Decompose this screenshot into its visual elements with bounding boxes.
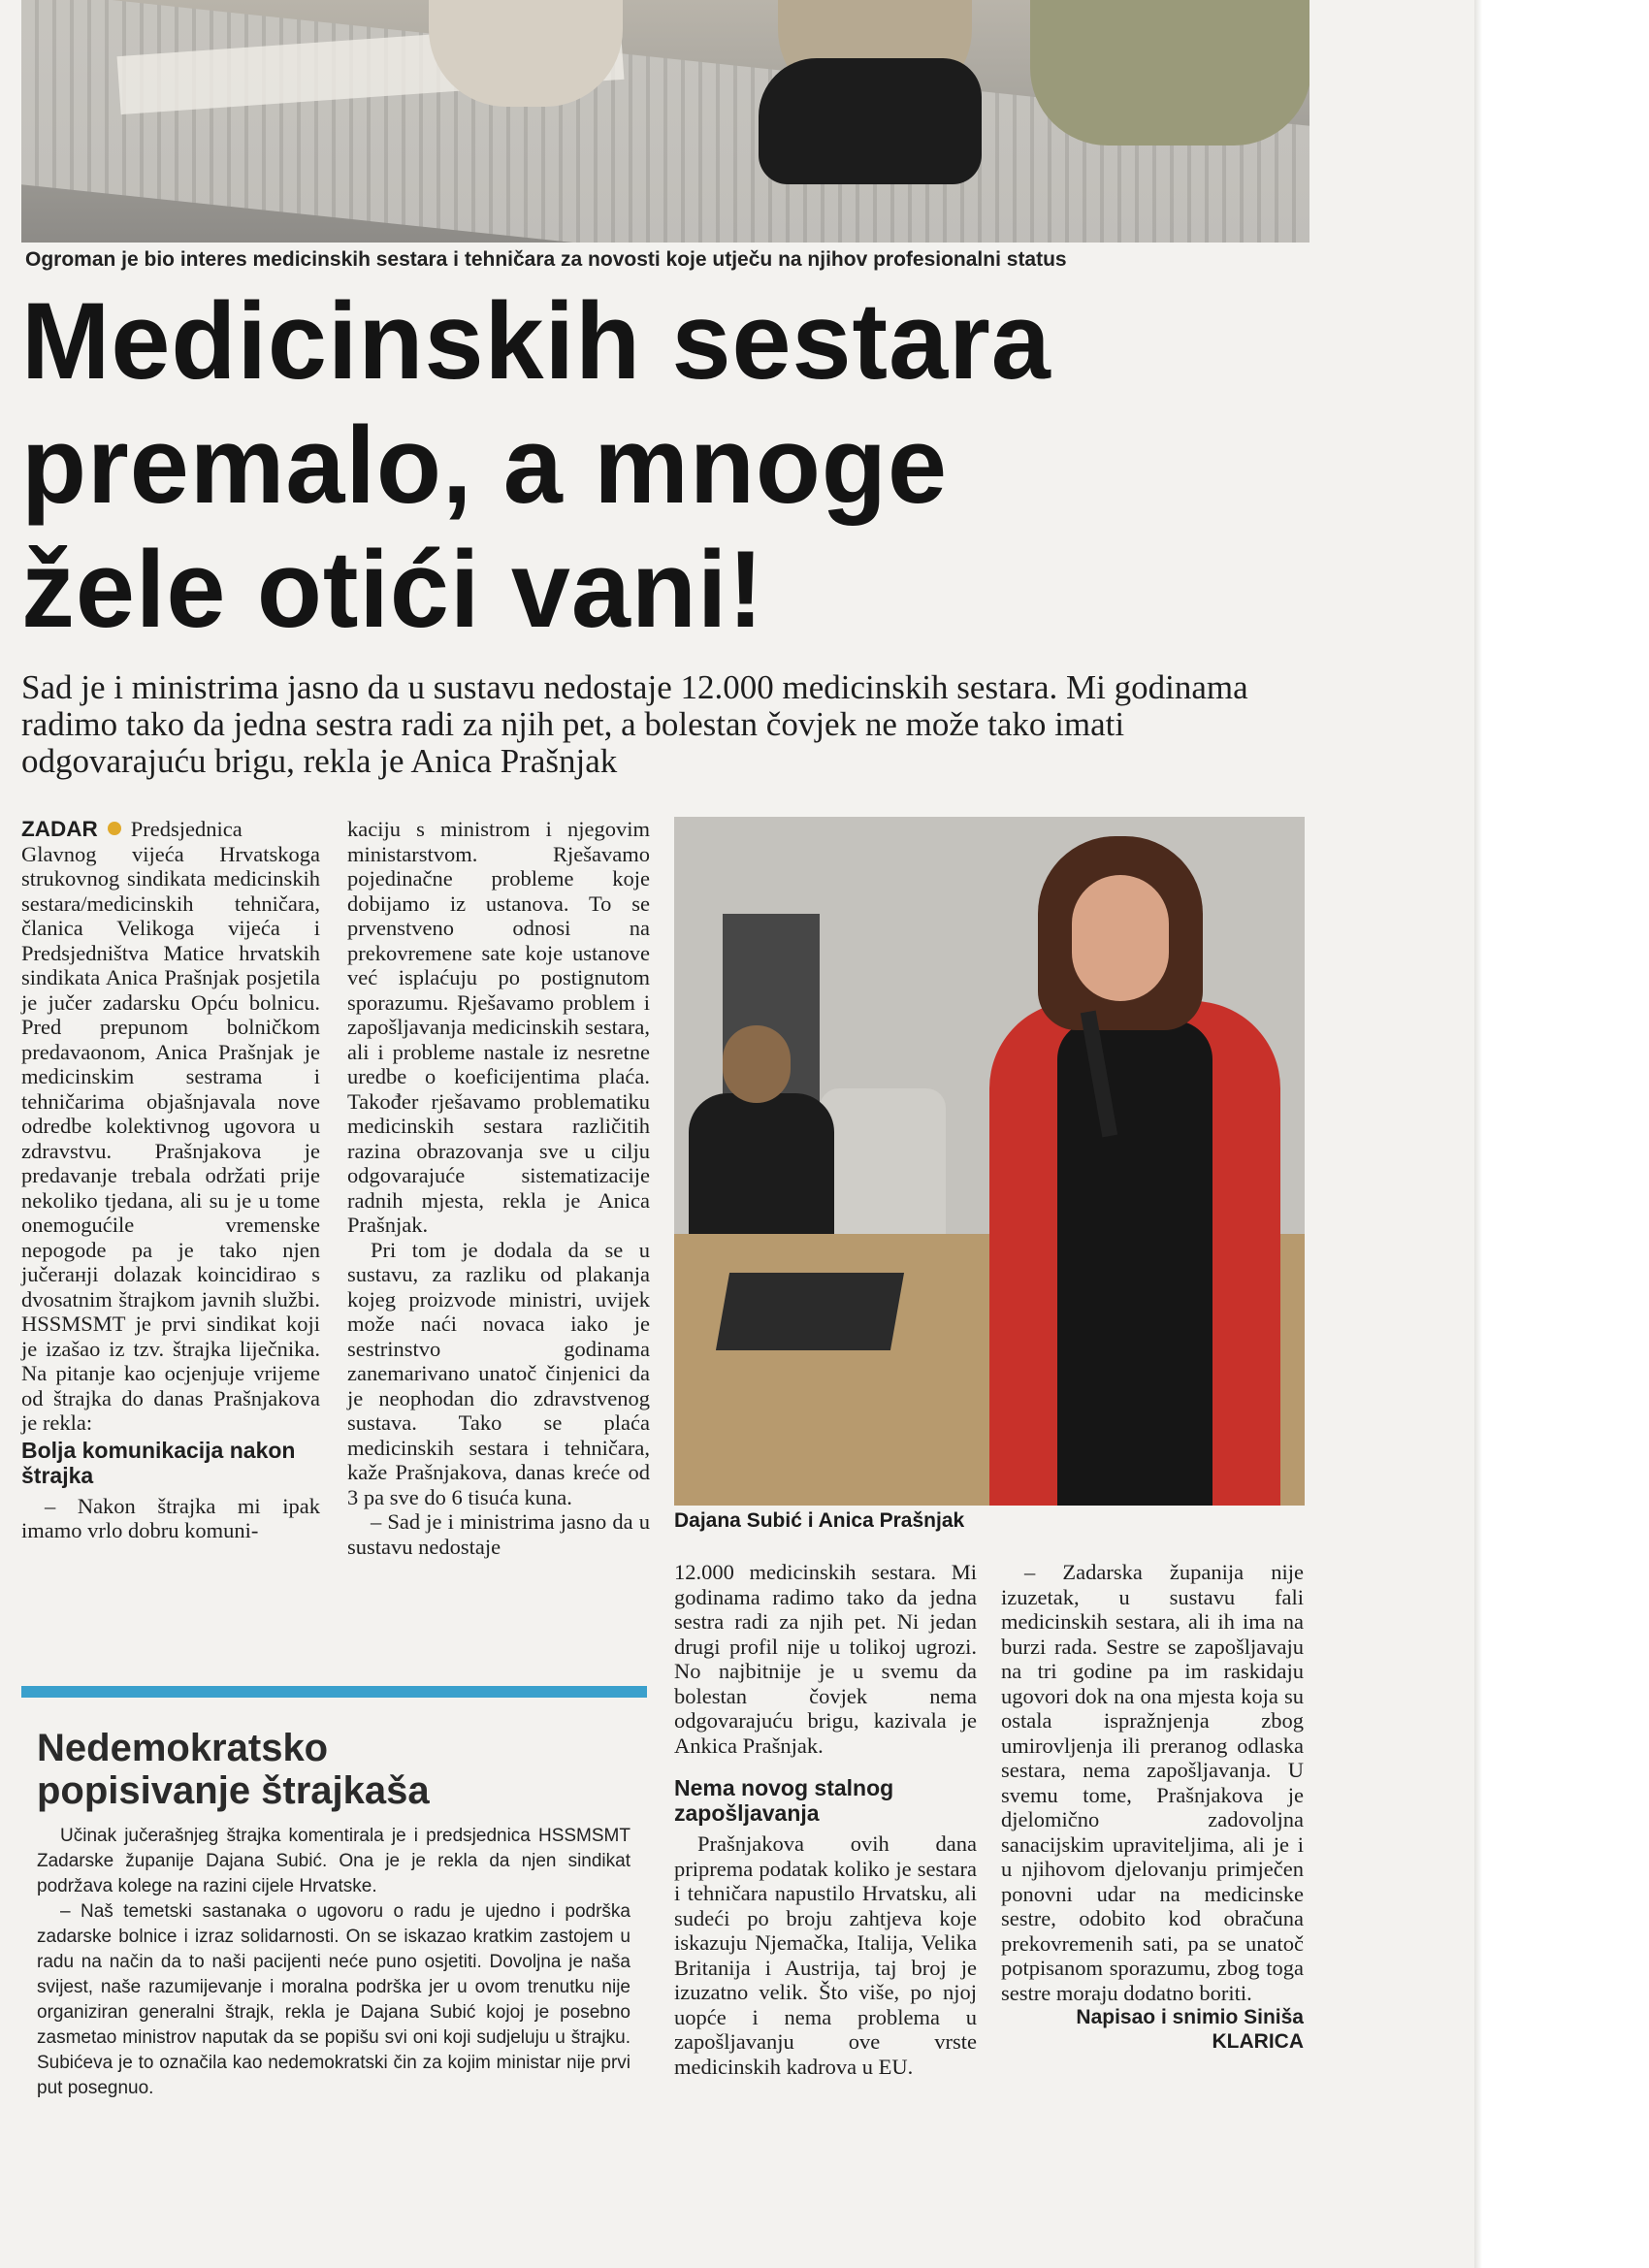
audience-person	[1030, 0, 1310, 146]
col1-para-1-text: Predsjednica Glavnog vijeća Hrvatskoga strukovnog sindikata medicinskih sestara/medicinskih tehničara, članica Velikoga vijeća i Predsjedništva Matice hrvatskih sindikata Anica Prašnjak posjetila je jučer zadarsku Opću bolnicu. Pred prepunom bolničkom predavaonom, Anica Prašnjak je medicinskim sestrama i tehničarima objašnjavala nove odredbe kolektivnog ugovora u zdravstvu. Prašnjakova je predavanje trebala održati prije nekoliko tjedana, ali su je u tome onemogućile vremenske nepogode pa je tako njen jučerанji dolazak koincidirao s dvosatnim štrajkom javnih službi. HSSMSMT je prvi sindikat koji je izašao iz tzv. štrajka liječnika. Na pitanje kao ocjenjuje vrijeme od štrajka do danas Prašnjakova je rekla:	[21, 817, 320, 1435]
col1-para-1	[21, 817, 320, 1436]
byline-line-1: Napisao i snimio Siniša	[1076, 2006, 1304, 2028]
dateline: ZADAR	[21, 817, 98, 841]
column-3	[674, 1560, 977, 2079]
sidebar-body	[37, 1824, 630, 2101]
col2-para-1: kaciju s ministrom i njegovim ministarstvom. Rješavamo pojedinačne probleme koje dobijamo iz ustanova. To se prvenstveno odnosi na prekovremene sate koje ustanove već isplaćuju po postignutom sporazumu. Rješavamo problem i zapošljavanja medicinskih sestara, ali i probleme nastale iz nesretne uredbe o koeficijentima plaća. Također rješavamo problematiku medicinskih sestara različitih razina obrazovanja sve u cilju odgovarajuće sistematizacije radnih mjesta, rekla je Anica Prašnjak.	[347, 817, 650, 1237]
column-2	[347, 817, 650, 1559]
sidebar-title-line-1: Nedemokratsko	[37, 1727, 329, 1769]
sidebar-para-1: Učinak jučerašnjeg štrajka komentirala je i predsjednica HSSMSMT Zadarske županije Dajana Subić. Ona je je rekla da njen sindikat podržava kolege na razini cijele Hrvatske.	[37, 1826, 630, 1896]
col2-para-2: Pri tom je dodala da se u sustavu, za razliku od plakanja kojeg proizvode ministri, uvijek može naći novaca iako je sestrinstvo godinama zanemarivano unatoč činjenici da je neophodan dio zdravstvenog sustava. Tako se plaća medicinskih sestara i tehničara, kaže Prašnjakova, danas kreće od 3 pa sve do 6 tisuća kuna.	[347, 1237, 650, 1509]
sidebar-title	[37, 1727, 638, 1812]
speaker-face	[1072, 875, 1169, 1001]
col3-para-1: 12.000 medicinskih sestara. Mi godinama radimo tako da jedna sestra radi za njih pet. Ni jedan drugi profil nije u tolikoj ugrozi. No najbitnije je u svemu da bolestan čovjek nema odgovarajuću brigu, kazivala je Ankica Prašnjak.	[674, 1560, 977, 1758]
speaker-photo	[674, 817, 1305, 1506]
top-photo	[21, 0, 1310, 243]
col4-para-1: – Zadarska županija nije izuzetak, u sustavu fali medicinskih sestara, ali ih ima na burzi rada. Sestre se zapošljavaju na tri godine pa im raskidaju ugovori dok na ona mjesta koja su ostala ispražnjenja zbog umirovljenja ili preranog odlaska sestara, nema zapošljavanja. U svemu tome, Prašnjakova je djelomično zadovoljna sanacijskim upraviteljima, ali je i u njihovom djelovanju primječen ponovni udar na medicinske sestre, odobito kod obračuna prekovremenih sati, pa se unatoč potpisanom sporazumu, zbog toga sestre moraju dodatno boriti.	[1001, 1560, 1304, 2005]
lead-paragraph: Sad je i ministrima jasno da u sustavu nedostaje 12.000 medicinskih sestara. Mi godinama radimo tako da jedna sestra radi za njih pet, a bolestan čovjek ne može tako imati odgovarajuću brigu, rekla je Anica Prašnjak	[21, 668, 1248, 780]
seated-person	[689, 1093, 834, 1248]
sidebar-box	[21, 1686, 647, 2144]
seated-person-head	[723, 1025, 791, 1103]
speaker-photo-caption: Dajana Subić i Anica Prašnjak	[674, 1509, 965, 1532]
col2-para-3: – Sad je i ministrima jasno da u sustavu nedostaje	[347, 1509, 650, 1559]
sidebar-title-line-2: popisivanje štrajkaša	[37, 1769, 430, 1812]
black-bag	[759, 58, 982, 184]
byline	[1001, 2005, 1304, 2054]
speaker-dress	[1057, 1021, 1212, 1506]
headline-line-2: premalo, a mnoge	[21, 405, 948, 526]
top-photo-caption: Ogroman je bio interes medicinskih sestara i tehničara za novosti koje utječu na njihov profesionalni status	[25, 248, 1067, 271]
dateline-dot	[108, 822, 121, 835]
headline	[21, 279, 1285, 652]
headline-line-3: žele otići vani!	[21, 529, 764, 650]
byline-line-2: KLARICA	[1212, 2030, 1304, 2053]
column-1	[21, 817, 320, 1543]
headline-line-1: Medicinskih sestara	[21, 280, 1051, 402]
laptop	[716, 1273, 904, 1350]
col1-para-2: – Nakon štrajka mi ipak imamo vrlo dobru komuni-	[21, 1493, 320, 1542]
paper-edge	[1474, 0, 1482, 2268]
col3-para-2: Prašnjakova ovih dana priprema podatak koliko je sestara i tehničara napustilo Hrvatsku, ali sudeći po broju zahtjeva koje iskazuju Njemačka, Italija, Velika Britanija i Austrija, taj broj je izuzatno velik. Što više, po njoj uopće i nema problema u zapošljavanju ove vrste medicinskih kadrova u EU.	[674, 1831, 977, 2079]
subhead-bolja-komunikacija: Bolja komunikacija nakon štrajka	[21, 1437, 296, 1488]
sidebar-para-2: – Naš temetski sastanaka o ugovoru o radu je ujedno i podrška zadarske bolnice i izraz solidarnosti. On se iskazao kratkim zastojem u radu na način da to naši pacijenti neće puno osjetiti. Dovoljna je naša svijest, naše razumijevanje i moralna podrška jer u ovom trenutku nije organiziran generalni štrajk, rekla je Dajana Subić kojoj je posebno zasmetao ministrov naputak da se popišu svi oni koji sudjeluju u štrajku. Subićeva je to označila kao nedemokratski čin za kojim ministar nije prvi put posegnuo.	[37, 1901, 630, 2098]
subhead-nema-novog: Nema novog stalnog zapošljavanja	[674, 1775, 894, 1826]
column-4	[1001, 1560, 1304, 2054]
